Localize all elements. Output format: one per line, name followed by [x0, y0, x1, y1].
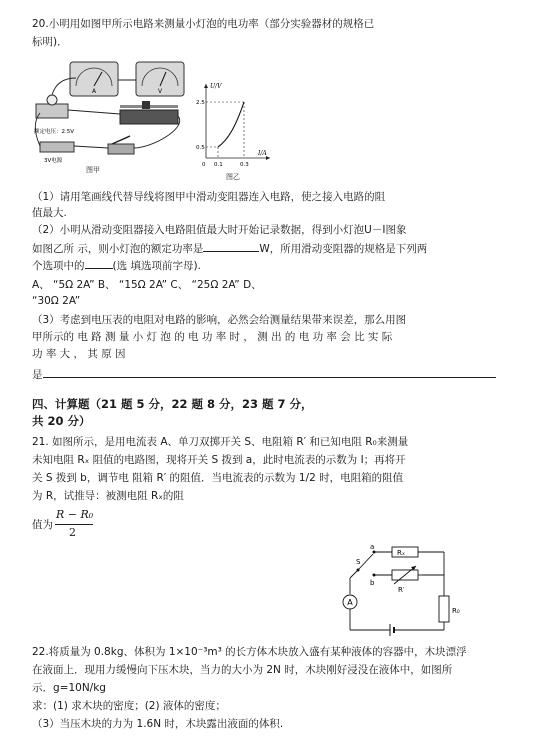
q21-line5-prefix: 值为 — [32, 519, 53, 531]
section4-title-line2: 共 20 分） — [32, 414, 91, 428]
q20-part2-line3c: 填选项前字母). — [130, 260, 201, 272]
ammeter-device — [70, 62, 118, 96]
q22-line2: 在液面上．现用力缓慢向下压木块，当力的大小为 2N 时，木块刚好浸没在液体中，如图所 — [32, 664, 453, 676]
graph-xtick-0.1: 0.1 — [214, 162, 223, 168]
u-i-curve — [218, 102, 244, 147]
fraction-numerator: R − R₀ — [56, 508, 94, 521]
graph-xtick-0.3: 0.3 — [240, 162, 249, 168]
graph-xlabel: I/A — [258, 150, 267, 157]
q21-line2: 未知电阻 Rₓ 阻值的电路图，现将开关 S 拨到 a，此时电流表的示数为 I；再将开 — [32, 454, 406, 466]
q21-line4: 为 R，试推导：被测电阻 Rₓ的阻 — [32, 490, 184, 502]
q22-line4: 求：(1) 求木块的密度；(2) 液体的密度； — [32, 700, 226, 712]
q20-part3-line4 — [32, 366, 496, 383]
graph-ytick-2.5: 2.5 — [196, 100, 205, 106]
graph-ylabel: U/V — [210, 83, 222, 90]
resistor-rx — [392, 547, 418, 557]
terminal-b — [373, 574, 376, 577]
q22-line1: 22.将质量为 0.8kg、体积为 1×10⁻³m³ 的长方体木块放入盛有某种液体的容器中，木块漂浮 — [32, 646, 467, 658]
answer-blank-option[interactable] — [85, 257, 113, 269]
source-label: 3V电源 — [44, 158, 63, 164]
label-rx: Rₓ — [397, 549, 405, 557]
rated-voltage-label: 额定电压：2.5V — [34, 129, 75, 135]
q20-part2-line2 — [32, 240, 427, 257]
figure-yi-caption: 图乙 — [226, 173, 240, 181]
voltmeter-label: V — [157, 88, 163, 95]
section4-title-line1: 四、计算题（21 题 5 分，22 题 8 分，23 题 7 分， — [32, 397, 313, 411]
figure-yi-graph — [196, 78, 274, 170]
fraction-denominator: 2 — [69, 526, 76, 539]
figure-jia-caption: 图甲 — [86, 166, 100, 174]
q20-part1-line1: （1）请用笔画线代替导线将图甲中滑动变阻器连入电路，使之接入电路的阻 — [32, 191, 386, 203]
q20-part2-line2a: 如图乙所 示，则小灯泡的额定功率是 — [32, 243, 204, 255]
ammeter-label: A — [91, 88, 97, 95]
lamp-device — [36, 95, 68, 118]
q20-part1-line2: 值最大. — [32, 207, 67, 219]
label-a: a — [370, 543, 375, 551]
rheostat-device — [120, 101, 178, 124]
q20-part2-line3b: (选 — [112, 260, 128, 272]
resistor-r0 — [439, 596, 449, 622]
q20-options-line1: A、 “5Ω 2A” B、 “15Ω 2A” C、 “25Ω 2A” D、 — [32, 279, 262, 291]
q22-line5: （3）当压木块的力为 1.6N 时，木块露出液面的体积. — [32, 718, 284, 730]
q20-part2-line2b: W，所用滑动变阻器的规格是下列两 — [259, 243, 428, 255]
fraction-bar — [55, 524, 93, 525]
q22-line3: 示．g=10N/kg — [32, 682, 106, 694]
q20-part3-line1: （3）考虑到电压表的电阻对电路的影响，必然会给测量结果带来误差，那么用图 — [32, 314, 407, 326]
label-r0: R₀ — [452, 607, 460, 615]
q21-line3: 关 S 拨到 b，调节电 阻箱 R′ 的阻值．当电流表的示数为 1/2 时，电阻箱的阻值 — [32, 472, 404, 484]
q20-part2-line1: （2）小明从滑动变阻器接入电路阻值最大时开始记录数据，得到小灯泡U－I图象 — [32, 224, 407, 236]
q20-part3-line3: 功 率 大 ， 其 原 因 — [32, 348, 126, 360]
battery-device — [40, 142, 74, 152]
answer-blank-power[interactable] — [203, 240, 259, 252]
figure-jia — [32, 58, 192, 170]
q20-line1: 20.小明用如图甲所示电路来测量小灯泡的电功率（部分实验器材的规格已 — [32, 18, 375, 30]
q20-line2: 标明)． — [32, 36, 68, 48]
graph-xtick-0: 0 — [202, 162, 206, 168]
q20-options-line2: “30Ω 2A” — [32, 295, 81, 307]
switch-device — [108, 136, 134, 154]
graph-ytick-0.5: 0.5 — [196, 145, 205, 151]
q20-part3-line2: 甲所示的 电 路 测 量 小 灯 泡 的 电 功 率 时 ， 测 出 的 电 功 率 会 比 实 际 — [32, 331, 393, 343]
label-s: S — [356, 558, 361, 566]
circuit-diagram — [336, 540, 486, 640]
q20-part2-line3a: 个选项中的 — [32, 260, 85, 272]
voltmeter-device — [136, 62, 184, 96]
q21-line1: 21. 如图所示，是用电流表 A、单刀双掷开关 S、电阻箱 R′ 和已知电阻 R₀来测量 — [32, 436, 409, 448]
ammeter-symbol-label: A — [347, 598, 353, 607]
answer-blank-reason[interactable] — [43, 366, 496, 378]
q20-part3-line4-label: 是 — [32, 369, 43, 381]
q20-part2-line3 — [32, 257, 201, 274]
label-r-prime: R′ — [398, 586, 405, 594]
label-b: b — [370, 579, 375, 587]
